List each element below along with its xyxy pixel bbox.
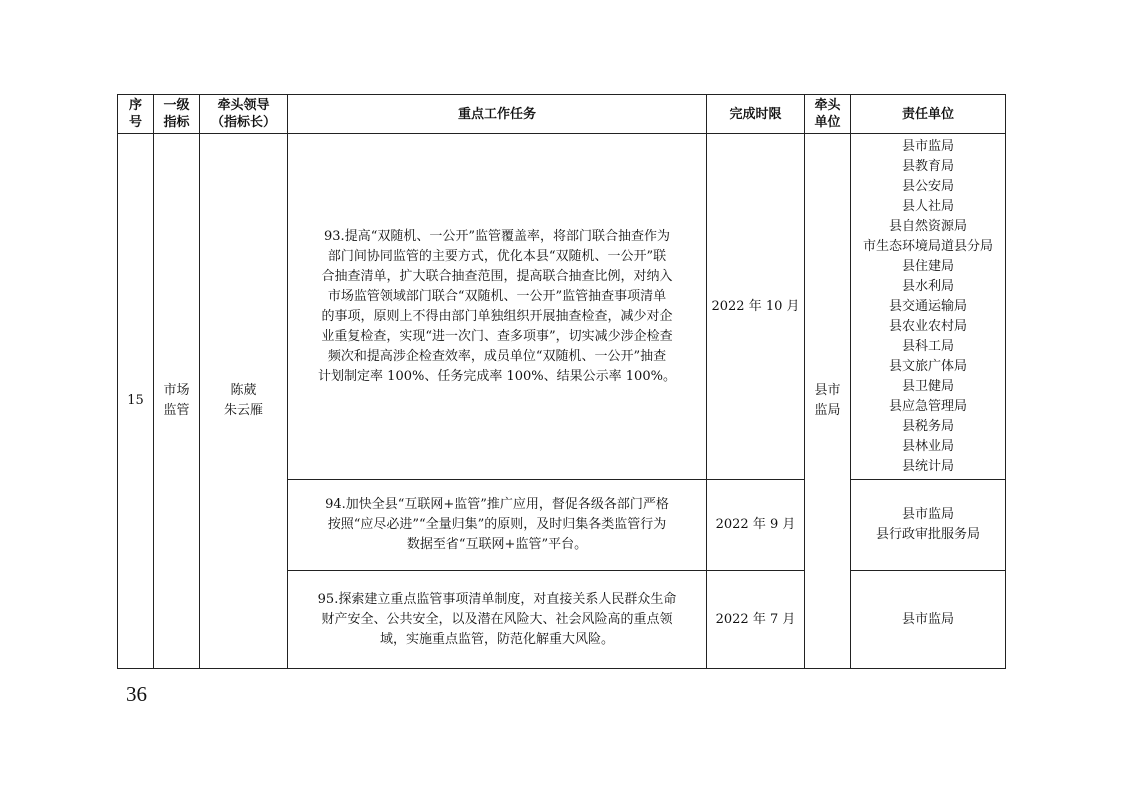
- deadline-95: 2022 年 7 月: [707, 571, 805, 669]
- responsible-units-95: 县市监局: [851, 571, 1006, 669]
- deadline-93: 2022 年 10 月: [707, 134, 805, 480]
- header-seq: 序 号: [118, 95, 154, 134]
- primary-indicator-cell: 市场 监管: [154, 134, 200, 669]
- header-key-task: 重点工作任务: [288, 95, 707, 134]
- task-93: 93.提高“双随机、一公开”监管覆盖率，将部门联合抽查作为 部门间协同监管的主要方式，优化本县“双随机、一公开”联 合抽查清单，扩大联合抽查范围，提高联合抽查比例，对纳入 市场监管领域部门联合“双随机、一公开”监管抽查事项清单 的事项，原则上不得由部门单独组织开展抽查检查，减少对企 业重复检查，实现“进一次门、查多项事”，切实减少涉企检查 频次和提高涉企检查效率，成员单位“双随机、一公开”抽查 计划制定率 100%、任务完成率 100%、结果公示率 100%。: [288, 134, 707, 480]
- responsible-units-94: 县市监局 县行政审批服务局: [851, 480, 1006, 571]
- lead-leaders-cell: 陈葳 朱云雁: [200, 134, 288, 669]
- task-95: 95.探索建立重点监管事项清单制度，对直接关系人民群众生命 财产安全、公共安全，以及潜在风险大、社会风险高的重点领 域，实施重点监管，防范化解重大风险。: [288, 571, 707, 669]
- header-lead-leader: 牵头领导 （指标长）: [200, 95, 288, 134]
- seq-cell: 15: [118, 134, 154, 669]
- responsible-units-93: 县市监局 县教育局 县公安局 县人社局 县自然资源局 市生态环境局道县分局 县住建局 县水利局 县交通运输局 县农业农村局 县科工局 县文旅广体局 县卫健局 县应急管理局 县税务局 县林业局 县统计局: [851, 134, 1006, 480]
- table-row: [118, 134, 1006, 480]
- header-row: [118, 95, 1006, 134]
- header-lead-unit: 牵头 单位: [805, 95, 851, 134]
- header-deadline: 完成时限: [707, 95, 805, 134]
- task-94: 94.加快全县“互联网+监管”推广应用，督促各级各部门严格 按照“应尽必进”“全量归集”的原则，及时归集各类监管行为 数据至省“互联网+监管”平台。: [288, 480, 707, 571]
- deadline-94: 2022 年 9 月: [707, 480, 805, 571]
- header-primary-indicator: 一级 指标: [154, 95, 200, 134]
- header-responsible-units: 责任单位: [851, 95, 1006, 134]
- lead-unit-cell: 县市 监局: [805, 134, 851, 669]
- task-table: [117, 94, 1006, 669]
- page-number: 36: [126, 682, 147, 706]
